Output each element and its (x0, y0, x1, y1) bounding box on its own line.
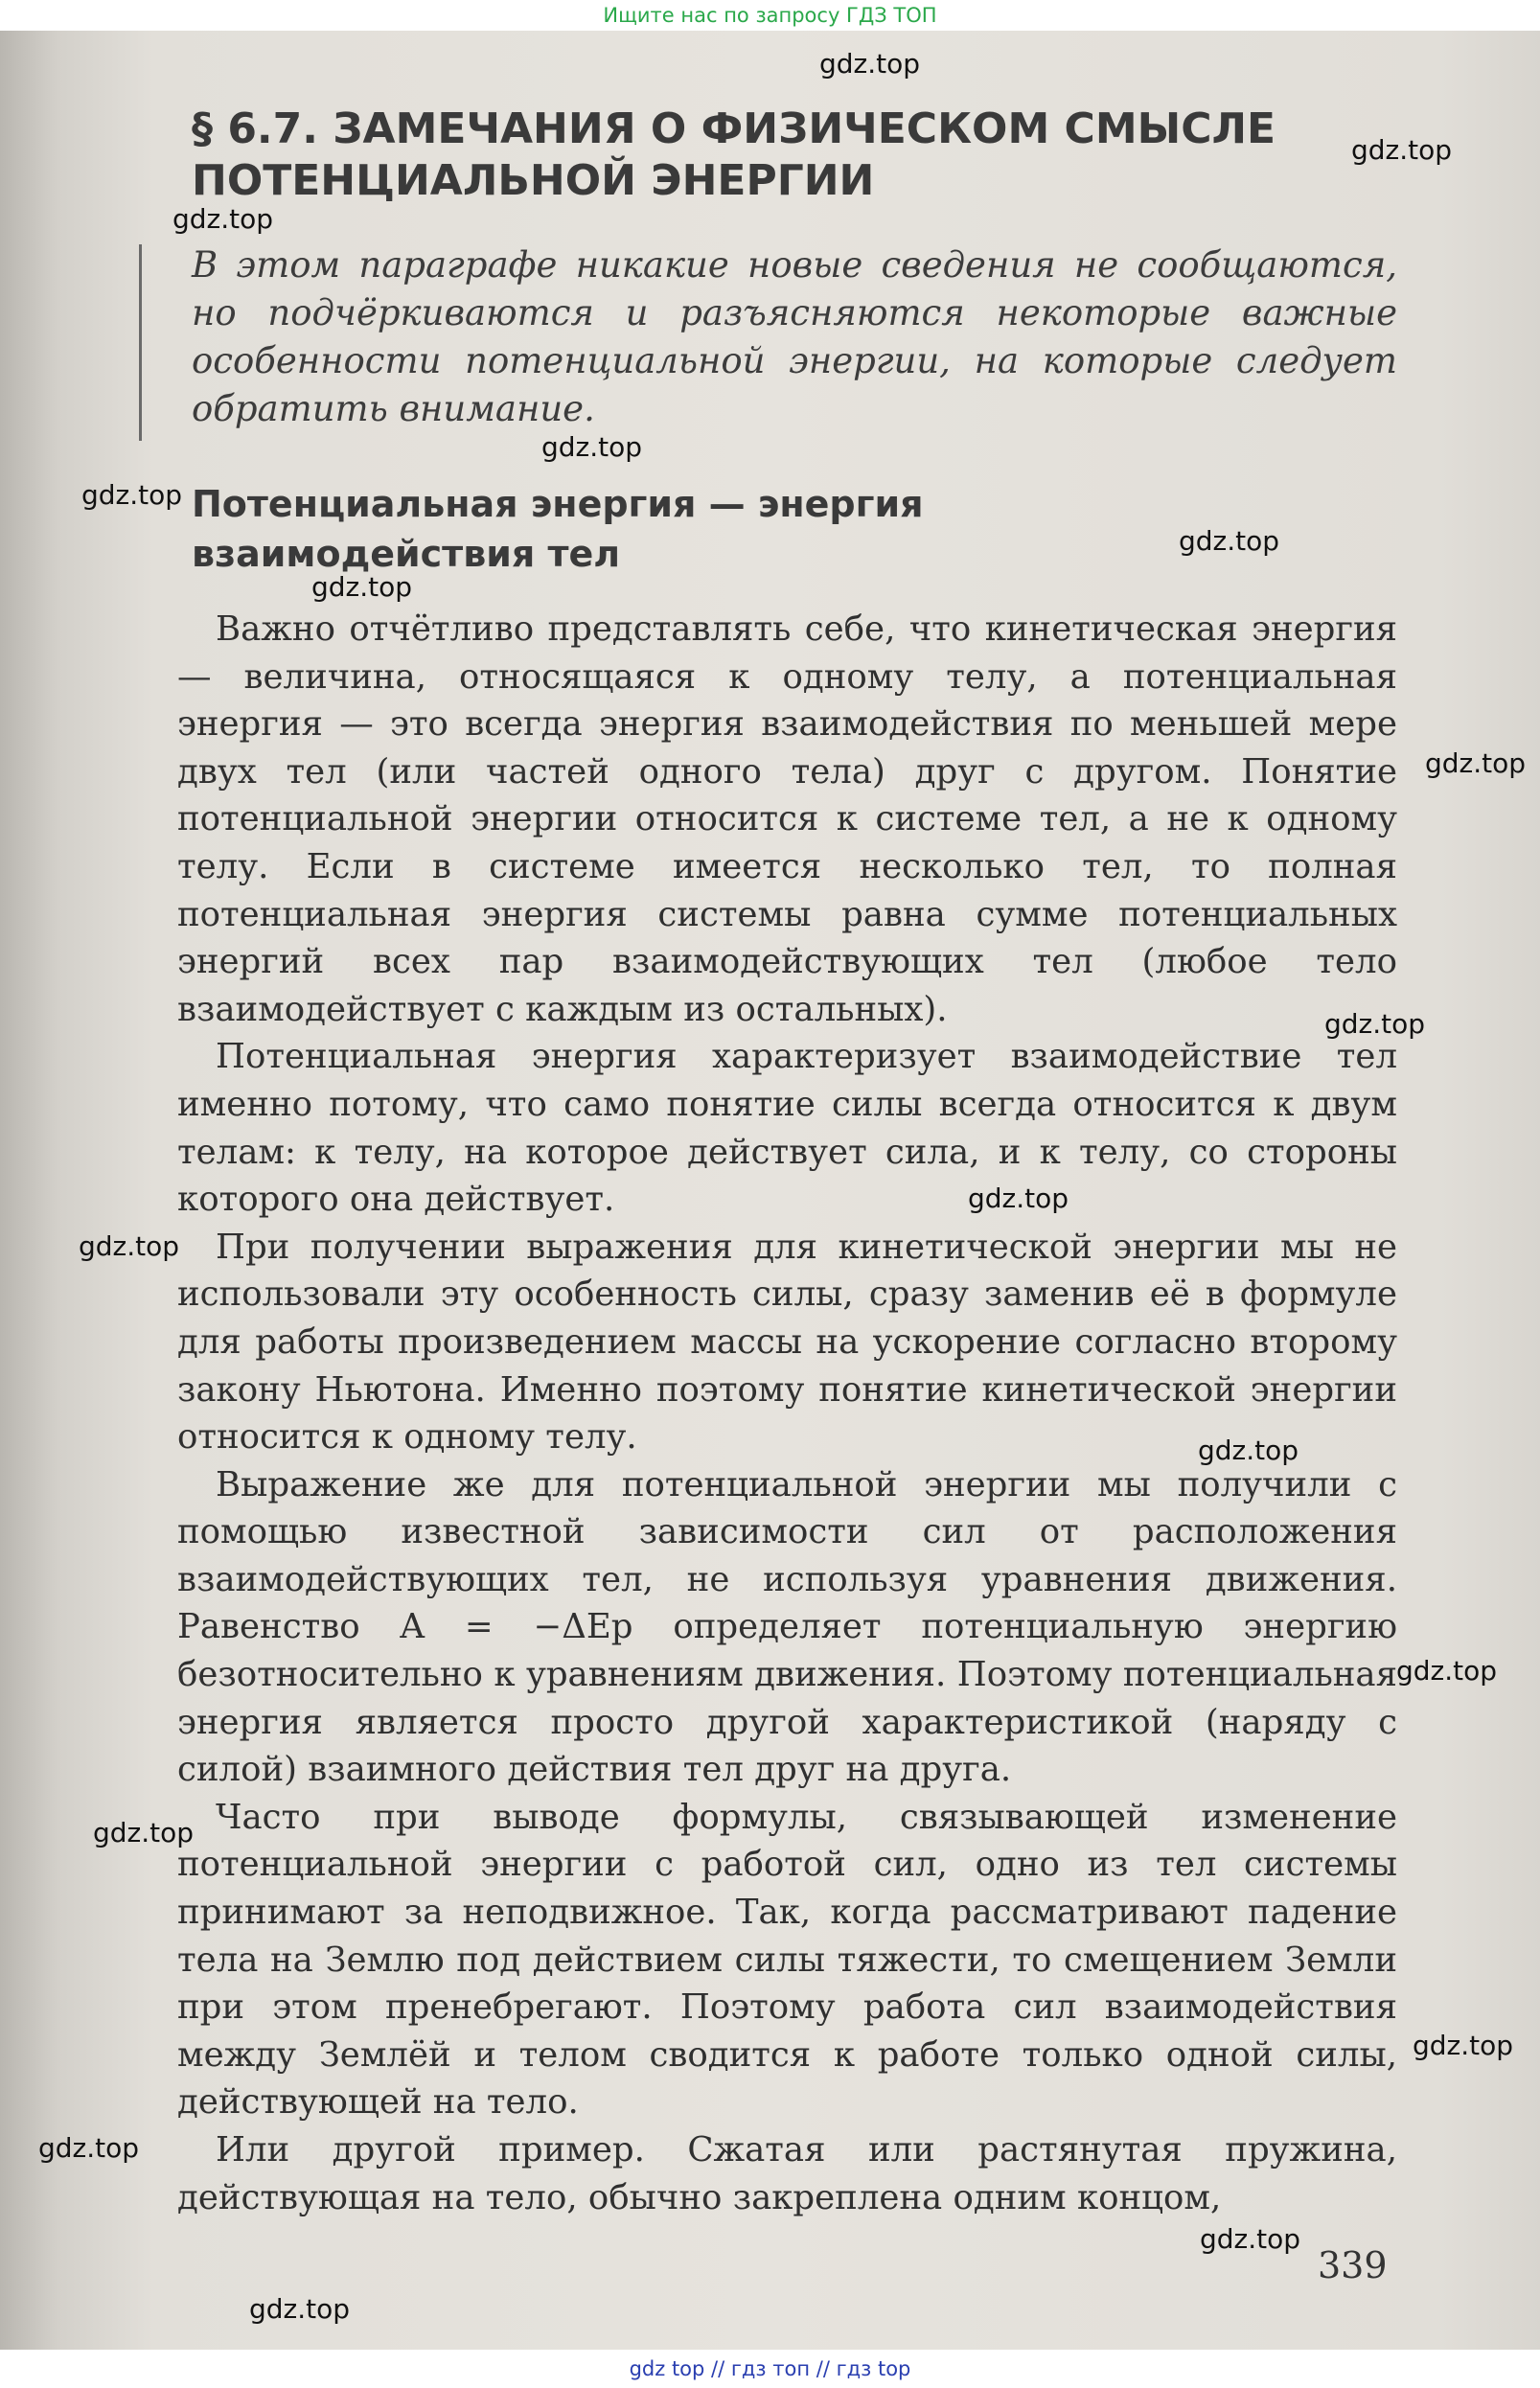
watermark: gdz.top (1324, 1008, 1426, 1040)
paragraph: При получении выражения для кинетической энергии мы не использовали эту особенность силы, сразу заменив её в формуле для работы произведением массы на ускорение согласно второму закону Ньютона. Именно поэтому понятие кинетической энергии относится к одному телу. (177, 1227, 1397, 1458)
watermark: gdz.top (79, 1230, 180, 1262)
intro-margin-rule (139, 244, 142, 441)
watermark: gdz.top (1396, 1655, 1498, 1687)
watermark: gdz.top (541, 431, 643, 463)
paragraph: Или другой пример. Сжатая или растянутая пружина, действующая на тело, обычно закреплена одним концом, (177, 2130, 1397, 2217)
watermark: gdz.top (1198, 1435, 1299, 1466)
top-banner[interactable]: Ищите нас по запросу ГДЗ ТОП (0, 0, 1540, 31)
watermark: gdz.top (1200, 2223, 1301, 2255)
watermark: gdz.top (1425, 747, 1527, 779)
watermark: gdz.top (819, 48, 921, 80)
watermark: gdz.top (93, 1817, 195, 1848)
paragraph: Важно отчётливо представлять себе, что кинетическая энергия — величина, относящаяся к одному телу, а потенциальная энергия — это всегда энергия взаимодействия по меньшей мере двух тел (или частей одного тела) друг с другом. Понятие потенциальной энергии относится к системе тел, а не к одному телу. Если в системе имеется несколько тел, то полная потенциальная энергия системы равна сумме потенциальных энергий всех пар взаимодействующих тел (любое тело взаимодействует с каждым из остальных). (177, 609, 1397, 1029)
watermark: gdz.top (38, 2132, 140, 2164)
body-text (177, 606, 1397, 2221)
watermark: gdz.top (1351, 134, 1453, 166)
bottom-banner[interactable]: gdz top // гдз топ // гдз top (0, 2350, 1540, 2388)
watermark: gdz.top (81, 479, 183, 511)
watermark: gdz.top (172, 203, 274, 235)
watermark: gdz.top (249, 2293, 351, 2325)
section-intro: В этом параграфе никакие новые сведения не сообщаются, но подчёркиваются и разъясняются некоторые важные особенности потенциальной энергии, на которые следует обратить внимание. (192, 244, 1397, 429)
paragraph: Выражение же для потенциальной энергии мы получили с помощью известной зависимости сил от расположения взаимодействующих тел, не используя уравнения движения. Равенство A = −ΔEp определяет потенциальную энергию безотносительно к уравнениям движения. Поэтому потенциальная энергия является просто другой характеристикой (наряду с силой) взаимного действия тел друг на друга. (177, 1464, 1397, 1790)
section-heading: § 6.7. ЗАМЕЧАНИЯ О ФИЗИЧЕСКОМ СМЫСЛЕ ПОТЕНЦИАЛЬНОЙ ЭНЕРГИИ (192, 104, 1276, 205)
paragraph: Потенциальная энергия характеризует взаимодействие тел именно потому, что само понятие силы всегда относится к двум телам: к телу, на которое действует сила, и к телу, со стороны которого она действует. (177, 1037, 1397, 1220)
page-number: 339 (1318, 2244, 1388, 2286)
paragraph: Часто при выводе формулы, связывающей изменение потенциальной энергии с работой сил, одно из тел системы принимают за неподвижное. Так, когда рассматривают падение тела на Землю под действием силы тяжести, то смещением Земли при этом пренебрегают. Поэтому работа сил взаимодействия между Землёй и телом сводится к работе только одной силы, действующей на тело. (177, 1797, 1397, 2123)
watermark: gdz.top (311, 571, 413, 603)
watermark: gdz.top (1179, 525, 1280, 557)
subsection-heading: Потенциальная энергия — энергия взаимодействия тел (192, 483, 924, 575)
watermark: gdz.top (968, 1183, 1069, 1214)
watermark: gdz.top (1413, 2030, 1514, 2061)
